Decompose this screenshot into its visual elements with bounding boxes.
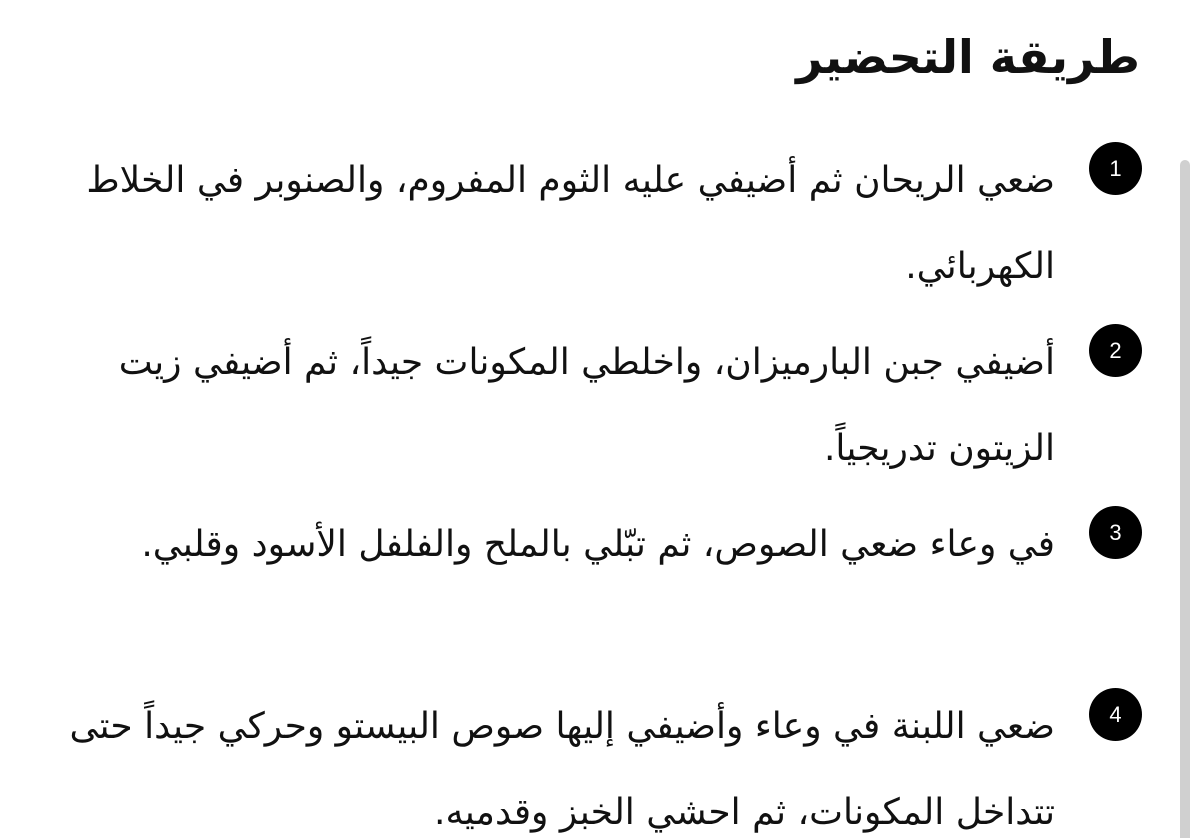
step-text: ضعي اللبنة في وعاء وأضيفي إليها صوص البيستو وحركي جيداً حتى تتداخل المكونات، ثم احشي الخبز وقدميه. [69,706,1055,833]
step-item [0,138,1200,320]
step-number-badge: 4 [1089,688,1142,741]
section-title: طريقة التحضير [796,30,1140,84]
step-item [0,320,1200,502]
step-number-badge: 1 [1089,142,1142,195]
scrollbar[interactable] [1180,160,1190,838]
step-item [0,684,1200,838]
step-item [0,502,1200,684]
step-text: في وعاء ضعي الصوص، ثم تبّلي بالملح والفلفل الأسود وقلبي. [141,524,1055,565]
step-number-badge: 3 [1089,506,1142,559]
step-text: ضعي الريحان ثم أضيفي عليه الثوم المفروم، والصنوبر في الخلاط الكهربائي. [86,160,1055,287]
step-text: أضيفي جبن البارميزان، واخلطي المكونات جيداً، ثم أضيفي زيت الزيتون تدريجياً. [118,342,1055,469]
step-number-badge: 2 [1089,324,1142,377]
steps-list [0,138,1200,838]
